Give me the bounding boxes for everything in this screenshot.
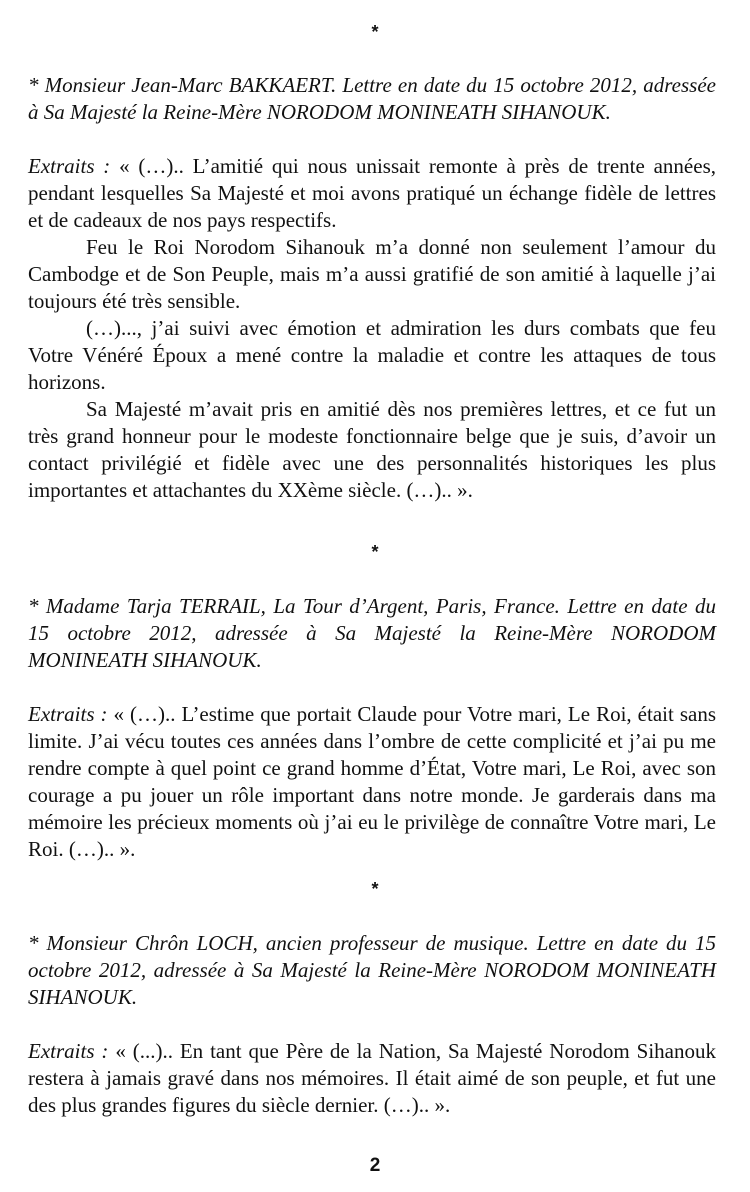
section-separator: * [371, 542, 379, 562]
entry-1-paragraph-4: Sa Majesté m’avait pris en amitié dès nos premières lettres, et ce fut un très grand honneur pour le modeste fonctionnaire belge que je suis, d’avoir un contact privilégié et fidèle avec une des personnalités historiques les plus importantes et attachantes du XXème siècle. (…).. ». [28, 397, 716, 502]
entry-1-text-1: « (…).. L’amitié qui nous unissait remonte à près de trente années, pendant lesquelles Sa Majesté et moi avons pratiqué un échange fidèle de lettres et de cadeaux de nos pays respectifs. [28, 154, 717, 232]
extracts-label: Extraits : [28, 702, 108, 726]
section-separator: * [371, 22, 379, 42]
section-separator: * [371, 879, 379, 899]
entry-1-header: * Monsieur Jean-Marc BAKKAERT. Lettre en date du 15 octobre 2012, adressée à Sa Majesté la Reine-Mère NORODOM MONINEATH SIHANOUK. [28, 73, 716, 124]
entry-1-paragraph-2: Feu le Roi Norodom Sihanouk m’a donné non seulement l’amour du Cambodge et de Son Peuple, mais m’a aussi gratifié de son amitié à laquelle j’ai toujours été très sensible. [28, 235, 716, 313]
entry-2-paragraph-1 [28, 701, 716, 863]
entry-3-paragraph-1 [28, 1038, 716, 1119]
letter-entry-3 [28, 930, 716, 1119]
extracts-label: Extraits : [28, 154, 111, 178]
entry-2-text-1: « (…).. L’estime que portait Claude pour Votre mari, Le Roi, était sans limite. J’ai vécu toutes ces années dans l’ombre de cette complicité et j’ai pu me rendre compte à quel point ce grand homme d’État, Votre mari, Le Roi, avec son courage a pu jouer un rôle important dans notre monde. Je garderais dans ma mémoire les précieux moments où j’ai eu le privilège de connaître Votre mari, Le Roi. (…).. ». [28, 702, 717, 861]
letter-entry-2 [28, 593, 716, 863]
letter-entry-1 [28, 72, 716, 504]
entry-3-header: * Monsieur Chrôn LOCH, ancien professeur de musique. Lettre en date du 15 octobre 2012, adressée à Sa Majesté la Reine-Mère NORODOM MONINEATH SIHANOUK. [28, 931, 716, 1009]
extracts-label: Extraits : [28, 1039, 109, 1063]
page-number: 2 [369, 1155, 381, 1176]
entry-3-text-1: « (...).. En tant que Père de la Nation, Sa Majesté Norodom Sihanouk restera à jamais gravé dans nos mémoires. Il était aimé de son peuple, et fut une des plus grandes figures du siècle dernier. (…).. ». [28, 1039, 717, 1117]
entry-1-paragraph-1 [28, 153, 716, 234]
entry-1-paragraph-3: (…)..., j’ai suivi avec émotion et admiration les durs combats que feu Votre Vénéré Époux a mené contre la maladie et contre les attaques de tous horizons. [28, 316, 716, 394]
entry-2-header: * Madame Tarja TERRAIL, La Tour d’Argent, Paris, France. Lettre en date du 15 octobre 2012, adressée à Sa Majesté la Reine-Mère NORODOM MONINEATH SIHANOUK. [28, 594, 716, 672]
